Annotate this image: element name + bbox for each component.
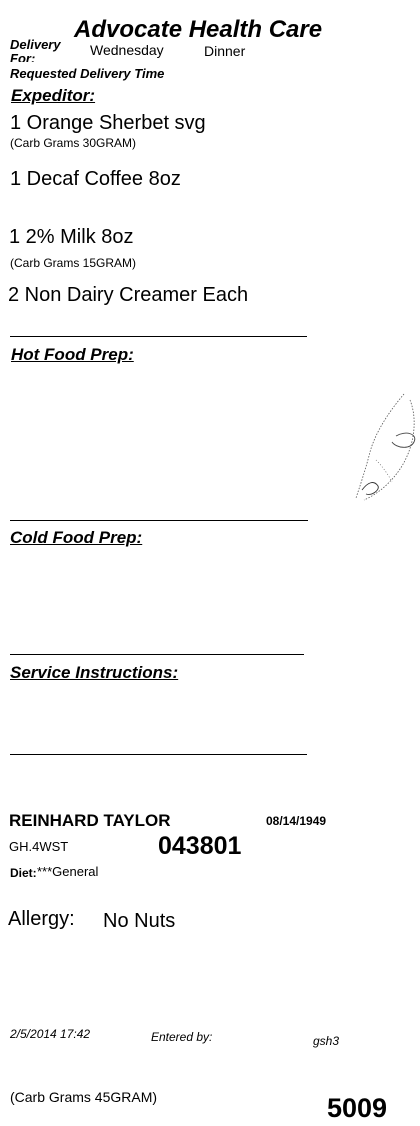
order-item: 1 Decaf Coffee 8oz <box>10 168 181 190</box>
patient-name: REINHARD TAYLOR <box>9 811 171 830</box>
service-instructions-heading: Service Instructions: <box>10 663 179 682</box>
patient-dob: 08/14/1949 <box>266 814 327 828</box>
divider <box>10 654 304 655</box>
total-carb-grams: (Carb Grams 45GRAM) <box>10 1089 158 1105</box>
patient-mrn: 043801 <box>158 832 242 860</box>
patient-unit: GH.4WST <box>9 839 69 854</box>
divider <box>10 336 307 337</box>
delivery-for-label: For: <box>10 52 36 62</box>
order-timestamp: 2/5/2014 17:42 <box>10 1027 91 1041</box>
expeditor-heading: Expeditor: <box>11 86 96 105</box>
delivery-label: Delivery <box>10 37 61 52</box>
divider <box>10 754 307 755</box>
initials-mark <box>352 390 420 506</box>
entered-by-label: Entered by: <box>151 1030 213 1044</box>
requested-delivery-time-label: Requested Delivery Time <box>10 66 165 81</box>
divider <box>10 520 308 521</box>
allergy-value: No Nuts <box>103 910 176 932</box>
order-item: 1 Orange Sherbet svg <box>10 112 206 134</box>
order-item-carb: (Carb Grams 30GRAM) <box>10 136 137 150</box>
facility-title: Advocate Health Care <box>74 16 323 43</box>
order-item: 1 2% Milk 8oz <box>9 226 134 248</box>
ticket-number: 5009 <box>327 1093 388 1123</box>
allergy-label: Allergy: <box>8 908 75 930</box>
order-item-carb: (Carb Grams 15GRAM) <box>10 256 137 270</box>
diet-value: ***General <box>37 864 99 879</box>
cold-food-prep-heading: Cold Food Prep: <box>10 528 143 547</box>
diet-label: Diet: <box>10 866 37 880</box>
delivery-meal: Dinner <box>204 43 246 59</box>
delivery-day: Wednesday <box>90 42 164 58</box>
order-item: 2 Non Dairy Creamer Each <box>8 284 249 306</box>
entered-by-value: gsh3 <box>313 1034 340 1048</box>
hot-food-prep-heading: Hot Food Prep: <box>11 345 134 364</box>
